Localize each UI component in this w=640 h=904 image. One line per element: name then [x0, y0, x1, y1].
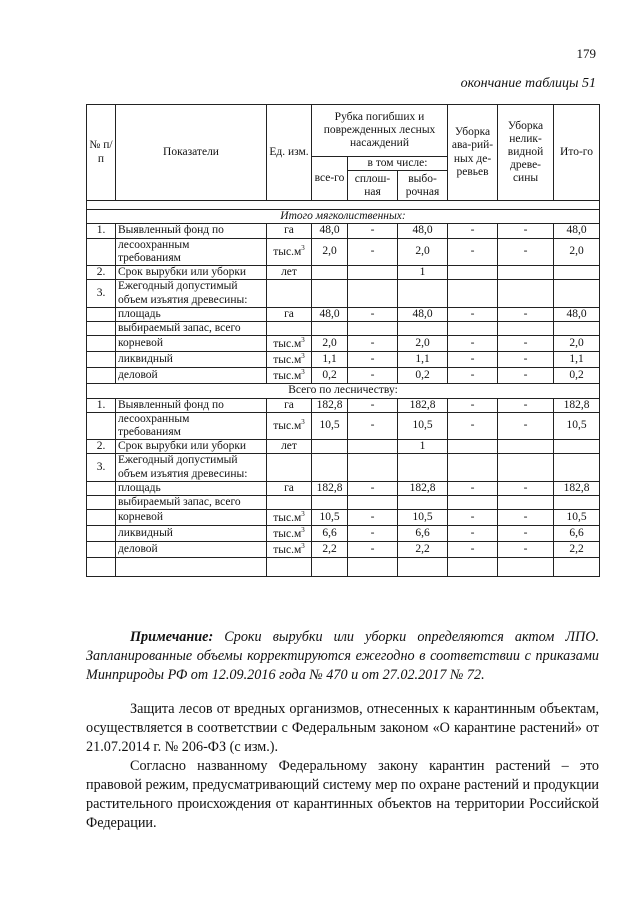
cell-label: [116, 398, 267, 412]
label-line-2: требованиям: [118, 251, 181, 264]
section-row: [87, 384, 600, 398]
cell-emergency: -: [448, 542, 498, 558]
label-line: деловой: [118, 369, 158, 382]
unit-text: га: [284, 398, 294, 411]
header-emergency: Уборка ава-рий-ных де-ревьев: [448, 105, 498, 201]
cell-selective: 10,5: [398, 412, 448, 439]
cell-grand: 2,2: [554, 542, 600, 558]
note-text: Сроки вырубки или уборки определяются актом ЛПО. Запланированные объемы корректируются ежегодно в соответствии с приказами Минприроды РФ от 12.09.2016 года № 470 и от 27.02.2017 № 72.: [86, 629, 599, 683]
cell-grand: [554, 440, 600, 454]
tail-cell: [554, 558, 600, 577]
label-line-2: требованиям: [118, 425, 181, 438]
label-line-2: объем изъятия древесины:: [118, 467, 248, 480]
table-row: [87, 481, 600, 495]
unit-sup: 3: [301, 510, 305, 519]
section-row: [87, 210, 600, 224]
cell-label: [116, 224, 267, 238]
cell-label: [116, 496, 267, 510]
cell-illiquid: -: [498, 336, 554, 352]
cell-num: 1.: [87, 224, 116, 238]
table-row: [87, 336, 600, 352]
cell-illiquid: [498, 440, 554, 454]
cell-label: [116, 280, 267, 307]
cell-clear: -: [348, 481, 398, 495]
label-line: корневой: [118, 511, 164, 524]
cell-num: 1.: [87, 398, 116, 412]
unit-text: тыс.м: [273, 544, 302, 557]
cell-grand: 2,0: [554, 238, 600, 265]
cell-unit: [267, 496, 312, 510]
cell-label: [116, 307, 267, 321]
unit-text: тыс.м: [273, 370, 302, 383]
cell-label: [116, 542, 267, 558]
cell-total: 182,8: [312, 481, 348, 495]
table-row: [87, 368, 600, 384]
table-row: [87, 307, 600, 321]
unit-text: тыс.м: [273, 246, 302, 259]
cell-illiquid: [498, 321, 554, 335]
cell-emergency: [448, 454, 498, 481]
cell-illiquid: -: [498, 481, 554, 495]
unit-text: лет: [281, 440, 297, 453]
unit-text: тыс.м: [273, 420, 302, 433]
unit-sup: 3: [301, 418, 305, 427]
cell-clear: -: [348, 336, 398, 352]
table-row: [87, 224, 600, 238]
cell-label: [116, 238, 267, 265]
cell-total: 10,5: [312, 412, 348, 439]
cell-num: [87, 352, 116, 368]
cell-total: 2,0: [312, 336, 348, 352]
cell-selective: 182,8: [398, 481, 448, 495]
paragraph-2: Согласно названному Федеральному закону карантин растений – это правовой режим, предусматривающий систему мер по охране растений и продукции растительного происхождения от карантинных объектов на территории Российской Федерации.: [86, 758, 599, 831]
note: [86, 628, 599, 685]
cell-grand: 182,8: [554, 481, 600, 495]
label-line: площадь: [118, 307, 161, 320]
unit-sup: 3: [301, 542, 305, 551]
cell-selective: [398, 454, 448, 481]
cell-unit: [267, 321, 312, 335]
cell-emergency: [448, 280, 498, 307]
header-total-sub: все-го: [312, 157, 348, 201]
cell-label: [116, 440, 267, 454]
table-row: [87, 510, 600, 526]
cell-total: 2,2: [312, 542, 348, 558]
table-row: [87, 352, 600, 368]
unit-sup: 3: [301, 526, 305, 535]
cell-unit: [267, 352, 312, 368]
cell-selective: 1: [398, 266, 448, 280]
cell-selective: 48,0: [398, 224, 448, 238]
label-line: Выявленный фонд по: [118, 398, 224, 411]
cell-selective: 182,8: [398, 398, 448, 412]
tail-cell: [312, 558, 348, 577]
label-line: лесоохранным: [118, 412, 190, 425]
cell-total: [312, 321, 348, 335]
label-line: деловой: [118, 543, 158, 556]
cell-unit: [267, 307, 312, 321]
cell-illiquid: -: [498, 352, 554, 368]
cell-emergency: -: [448, 352, 498, 368]
label-line: Ежегодный допустимый: [118, 454, 238, 467]
unit-text: тыс.м: [273, 354, 302, 367]
cell-clear: -: [348, 412, 398, 439]
cell-clear: [348, 266, 398, 280]
cell-unit: [267, 440, 312, 454]
cell-label: [116, 266, 267, 280]
cell-label: [116, 321, 267, 335]
cell-unit: [267, 368, 312, 384]
table-row: [87, 412, 600, 439]
table-row: [87, 321, 600, 335]
cell-grand: 10,5: [554, 412, 600, 439]
cell-grand: 0,2: [554, 368, 600, 384]
cell-clear: [348, 280, 398, 307]
label-line-2: объем изъятия древесины:: [118, 293, 248, 306]
cell-selective: [398, 496, 448, 510]
label-line: Ежегодный допустимый: [118, 280, 238, 293]
cell-emergency: [448, 440, 498, 454]
data-table: [86, 104, 600, 577]
cell-grand: 10,5: [554, 510, 600, 526]
cell-emergency: [448, 266, 498, 280]
cell-clear: -: [348, 224, 398, 238]
tail-cell: [267, 558, 312, 577]
cell-emergency: -: [448, 336, 498, 352]
cell-num: [87, 542, 116, 558]
cell-num: [87, 368, 116, 384]
cell-total: 182,8: [312, 398, 348, 412]
cell-unit: [267, 510, 312, 526]
cell-total: [312, 280, 348, 307]
cell-num: 3.: [87, 280, 116, 307]
unit-sup: 3: [301, 336, 305, 345]
cell-illiquid: -: [498, 510, 554, 526]
header-illiquid: Уборка нелик-видной древе-сины: [498, 105, 554, 201]
unit-sup: 3: [301, 244, 305, 253]
cell-illiquid: -: [498, 398, 554, 412]
table-row: [87, 496, 600, 510]
cell-unit: [267, 481, 312, 495]
cell-clear: -: [348, 398, 398, 412]
cell-emergency: -: [448, 510, 498, 526]
cell-label: [116, 454, 267, 481]
cell-illiquid: [498, 266, 554, 280]
unit-sup: 3: [301, 352, 305, 361]
cell-clear: [348, 440, 398, 454]
paragraph-1: Защита лесов от вредных организмов, отнесенных к карантинным объектам, осуществляется в соответствии с Федеральным законом «О карантине растений» от 21.07.2014 г. № 206-ФЗ (с изм.).: [86, 701, 599, 755]
cell-total: 48,0: [312, 224, 348, 238]
cell-emergency: -: [448, 526, 498, 542]
header-including: в том числе:: [348, 157, 448, 171]
table-row: [87, 440, 600, 454]
cell-selective: 10,5: [398, 510, 448, 526]
label-line: ликвидный: [118, 527, 173, 540]
cell-selective: 2,0: [398, 238, 448, 265]
header-num: № п/п: [87, 105, 116, 201]
cell-num: 3.: [87, 454, 116, 481]
cell-num: [87, 412, 116, 439]
header-grand-total: Ито-го: [554, 105, 600, 201]
cell-total: 0,2: [312, 368, 348, 384]
cell-illiquid: -: [498, 224, 554, 238]
unit-text: га: [284, 481, 294, 494]
cell-selective: 48,0: [398, 307, 448, 321]
cell-selective: 2,2: [398, 542, 448, 558]
cell-illiquid: [498, 280, 554, 307]
cell-num: [87, 321, 116, 335]
cell-grand: 6,6: [554, 526, 600, 542]
header-selective: выбо-рочная: [398, 171, 448, 201]
table-row: [87, 280, 600, 307]
cell-num: [87, 336, 116, 352]
cell-unit: [267, 412, 312, 439]
unit-text: га: [284, 224, 294, 237]
cell-num: [87, 526, 116, 542]
cell-total: [312, 454, 348, 481]
tail-cell: [348, 558, 398, 577]
cell-selective: 0,2: [398, 368, 448, 384]
tail-cell: [398, 558, 448, 577]
tail-cell: [498, 558, 554, 577]
cell-selective: [398, 321, 448, 335]
cell-selective: [398, 280, 448, 307]
cell-illiquid: -: [498, 412, 554, 439]
cell-label: [116, 510, 267, 526]
header-unit: Ед. изм.: [267, 105, 312, 201]
cell-selective: 1: [398, 440, 448, 454]
cell-clear: -: [348, 526, 398, 542]
cell-unit: [267, 526, 312, 542]
cell-emergency: -: [448, 238, 498, 265]
label-line: Срок вырубки или уборки: [118, 440, 247, 453]
cell-unit: [267, 542, 312, 558]
cell-unit: [267, 454, 312, 481]
cell-emergency: -: [448, 307, 498, 321]
cell-illiquid: [498, 454, 554, 481]
cell-illiquid: -: [498, 307, 554, 321]
cell-num: [87, 481, 116, 495]
cell-total: [312, 496, 348, 510]
cell-emergency: [448, 321, 498, 335]
cell-unit: [267, 266, 312, 280]
cell-emergency: -: [448, 481, 498, 495]
unit-text: лет: [281, 266, 297, 279]
cell-illiquid: [498, 496, 554, 510]
cell-clear: [348, 454, 398, 481]
cell-clear: -: [348, 368, 398, 384]
unit-sup: 3: [301, 368, 305, 377]
cell-grand: [554, 280, 600, 307]
cell-clear: [348, 321, 398, 335]
tail-row: [87, 558, 600, 577]
table-row: [87, 454, 600, 481]
unit-text: тыс.м: [273, 528, 302, 541]
cell-unit: [267, 238, 312, 265]
label-line: Выявленный фонд по: [118, 224, 224, 237]
cell-emergency: -: [448, 368, 498, 384]
section-title: Всего по лесничеству:: [87, 384, 600, 398]
cell-num: 2.: [87, 266, 116, 280]
cell-clear: -: [348, 510, 398, 526]
cell-grand: 182,8: [554, 398, 600, 412]
unit-text: тыс.м: [273, 338, 302, 351]
table-row: [87, 398, 600, 412]
cell-illiquid: -: [498, 368, 554, 384]
cell-clear: -: [348, 352, 398, 368]
header-clear: сплош-ная: [348, 171, 398, 201]
cell-total: 1,1: [312, 352, 348, 368]
cell-grand: [554, 266, 600, 280]
cell-grand: 48,0: [554, 307, 600, 321]
label-line: ликвидный: [118, 353, 173, 366]
cell-grand: [554, 321, 600, 335]
header-felling-group: Рубка погибших и поврежденных лесных насаждений: [312, 105, 448, 157]
section-title: Итого мягколиственных:: [87, 210, 600, 224]
cell-total: [312, 440, 348, 454]
table-caption: окончание таблицы 51: [460, 76, 596, 91]
cell-num: [87, 238, 116, 265]
label-line: площадь: [118, 481, 161, 494]
cell-illiquid: -: [498, 542, 554, 558]
table-row: [87, 542, 600, 558]
cell-total: 2,0: [312, 238, 348, 265]
cell-clear: -: [348, 542, 398, 558]
cell-unit: [267, 398, 312, 412]
spacer-row: [87, 201, 600, 210]
cell-label: [116, 526, 267, 542]
cell-selective: 2,0: [398, 336, 448, 352]
label-line: корневой: [118, 337, 164, 350]
page-number: 179: [576, 46, 596, 61]
cell-unit: [267, 224, 312, 238]
cell-illiquid: -: [498, 526, 554, 542]
tail-cell: [448, 558, 498, 577]
cell-emergency: [448, 496, 498, 510]
cell-label: [116, 412, 267, 439]
cell-total: [312, 266, 348, 280]
note-label: Примечание:: [130, 629, 214, 645]
cell-num: 2.: [87, 440, 116, 454]
cell-illiquid: -: [498, 238, 554, 265]
cell-grand: 48,0: [554, 224, 600, 238]
cell-selective: 1,1: [398, 352, 448, 368]
cell-clear: -: [348, 307, 398, 321]
cell-grand: [554, 454, 600, 481]
label-line: лесоохранным: [118, 238, 190, 251]
label-line: выбираемый запас, всего: [118, 496, 241, 509]
cell-clear: [348, 496, 398, 510]
cell-label: [116, 352, 267, 368]
cell-total: 6,6: [312, 526, 348, 542]
cell-num: [87, 510, 116, 526]
cell-label: [116, 368, 267, 384]
table-row: [87, 266, 600, 280]
cell-grand: [554, 496, 600, 510]
cell-total: 48,0: [312, 307, 348, 321]
label-line: Срок вырубки или уборки: [118, 266, 247, 279]
table-row: [87, 238, 600, 265]
label-line: выбираемый запас, всего: [118, 321, 241, 334]
cell-grand: 1,1: [554, 352, 600, 368]
cell-emergency: -: [448, 398, 498, 412]
tail-cell: [87, 558, 116, 577]
cell-label: [116, 336, 267, 352]
unit-text: га: [284, 307, 294, 320]
cell-unit: [267, 280, 312, 307]
cell-clear: -: [348, 238, 398, 265]
unit-text: тыс.м: [273, 512, 302, 525]
header-indicators: Показатели: [116, 105, 267, 201]
tail-cell: [116, 558, 267, 577]
cell-num: [87, 307, 116, 321]
table-row: [87, 526, 600, 542]
cell-selective: 6,6: [398, 526, 448, 542]
cell-grand: 2,0: [554, 336, 600, 352]
cell-num: [87, 496, 116, 510]
cell-label: [116, 481, 267, 495]
cell-unit: [267, 336, 312, 352]
cell-emergency: -: [448, 224, 498, 238]
cell-emergency: -: [448, 412, 498, 439]
cell-total: 10,5: [312, 510, 348, 526]
